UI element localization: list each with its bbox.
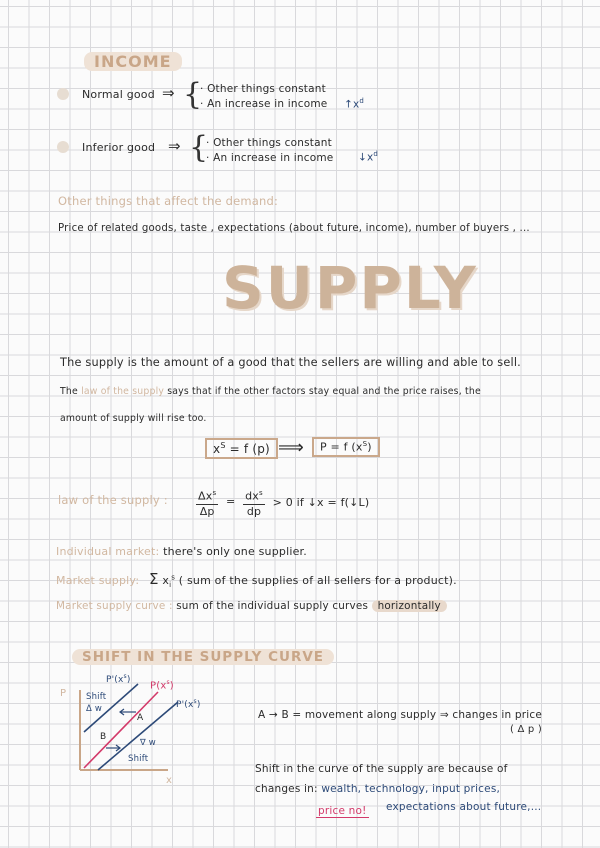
individual-market-label: Individual market:	[56, 545, 160, 558]
graph-x-axis-label: x	[166, 775, 173, 786]
curve-mid-end: )	[169, 680, 174, 692]
law-eq: =	[226, 495, 236, 509]
movement-text: A → B = movement along supply ⇒ changes in price	[258, 709, 543, 721]
supply-definition-line3: amount of supply will rise too.	[60, 413, 207, 424]
inferior-good-label: Inferior good	[82, 141, 156, 154]
graph-point-b: B	[100, 732, 107, 742]
shift-text-line3: expectations about future,...	[386, 801, 542, 813]
inferior-good-effect	[358, 150, 378, 164]
normal-good-brace: {	[183, 77, 203, 112]
fraction-delta	[196, 486, 218, 519]
curve-top-end: )	[126, 675, 131, 685]
inferior-good-line1: · Other things constant	[206, 137, 332, 149]
horizontally-highlight: horizontally	[372, 600, 447, 612]
supply-title: SUPPLY	[222, 254, 478, 322]
law-of-supply-label: law of the supply :	[58, 493, 168, 507]
sum-sub: i	[169, 581, 172, 590]
curve-right-sup: s	[193, 698, 197, 705]
market-supply-curve-line	[56, 600, 447, 612]
changes-list: wealth, technology, input prices,	[321, 783, 501, 795]
formula2-sup: S	[362, 440, 368, 448]
income-heading: INCOME	[84, 52, 182, 71]
frac1-num-sup: s	[212, 489, 217, 497]
curve-right-end: )	[196, 700, 201, 710]
formula1-x: x	[213, 442, 221, 456]
law-of-supply-inline: law of the supply	[81, 386, 165, 397]
market-supply-curve-text: sum of the individual supply curves	[176, 600, 369, 612]
inferior-good-effect-text: ↓x	[358, 151, 374, 164]
supply-definition-line2	[60, 386, 481, 397]
shift-heading: SHIFT IN THE SUPPLY CURVE	[72, 649, 334, 665]
graph-curve-top-label	[106, 673, 131, 685]
law-rest: > 0 if ↓x = f(↓L)	[272, 495, 370, 509]
formula2-text: P = f (x	[320, 440, 363, 454]
graph-curve-mid-label	[150, 679, 174, 691]
other-things-text: Price of related goods, taste , expectations (about future, income), number of buyers , ...	[58, 223, 530, 234]
frac1-den: Δp	[199, 504, 215, 518]
normal-good-label: Normal good	[82, 88, 155, 101]
sum-symbol: Σ	[148, 570, 159, 588]
graph-curve-right-label	[176, 698, 201, 710]
normal-good-arrow: ⇒	[162, 84, 175, 102]
def2-post: says that if the other factors stay equal and the price raises, the	[167, 386, 481, 397]
inferior-good-arrow: ⇒	[168, 137, 181, 155]
formula1-sup: S	[220, 441, 226, 450]
law-of-supply-formula	[196, 486, 369, 519]
sum-sup: s	[171, 573, 176, 582]
curve-top-text: P'(x	[106, 675, 124, 685]
other-things-heading: Other things that affect the demand:	[58, 194, 279, 208]
shift-text-line1: Shift in the curve of the supply are because of	[255, 763, 508, 775]
frac2-num: dx	[245, 489, 260, 503]
supply-definition-line1: The supply is the amount of a good that the sellers are willing and able to sell.	[60, 356, 521, 369]
fraction-derivative	[243, 486, 265, 519]
changes-in-label: changes in:	[255, 783, 318, 795]
graph-shift-down-label: Shift	[128, 754, 149, 764]
shift-text-line2	[255, 783, 500, 795]
graph-shift-up-label: Shift	[86, 692, 107, 702]
inferior-good-brace: {	[189, 130, 209, 165]
market-supply-label: Market supply:	[56, 574, 140, 587]
graph-shift-up-w: Δ w	[86, 704, 103, 714]
inferior-good-bullet	[57, 141, 69, 153]
normal-good-line2: · An increase in income	[200, 98, 328, 110]
implies-arrow: ⟹	[278, 437, 305, 458]
formula2-end: )	[367, 440, 372, 454]
graph-point-a: A	[137, 713, 144, 723]
market-supply-text: ( sum of the supplies of all sellers for a product).	[178, 574, 457, 587]
individual-market-line	[56, 545, 307, 558]
market-supply-line	[56, 570, 457, 589]
graph-y-axis-label: P	[60, 688, 67, 699]
inverse-supply-formula-box	[312, 437, 380, 457]
normal-good-effect-text: ↑x	[344, 98, 360, 111]
def2-pre: The	[60, 386, 78, 397]
sum-x: x	[162, 574, 170, 587]
price-no-note: price no!	[318, 805, 367, 817]
curve-mid-sup: s	[166, 679, 170, 686]
curve-mid-text: P(x	[150, 680, 167, 692]
normal-good-line1: · Other things constant	[200, 83, 326, 95]
individual-market-text: there's only one supplier.	[163, 545, 307, 558]
frac2-num-sup: s	[259, 489, 263, 497]
normal-good-effect-sup: d	[359, 97, 365, 105]
curve-top-sup: s	[123, 673, 127, 680]
normal-good-effect	[344, 97, 364, 111]
market-supply-curve-label: Market supply curve :	[56, 600, 173, 612]
movement-delta-p: ( Δ p )	[510, 724, 542, 735]
inferior-good-line2: · An increase in income	[206, 152, 334, 164]
frac2-den: dp	[246, 504, 262, 518]
graph-down-w: ∇ w	[140, 738, 156, 748]
supply-formula-box	[205, 438, 278, 459]
normal-good-bullet	[57, 88, 69, 100]
formula1-rest: = f (p)	[225, 442, 270, 456]
inferior-good-effect-sup: d	[373, 150, 379, 158]
frac1-num: Δx	[198, 489, 213, 503]
curve-right-text: P'(x	[176, 700, 194, 710]
